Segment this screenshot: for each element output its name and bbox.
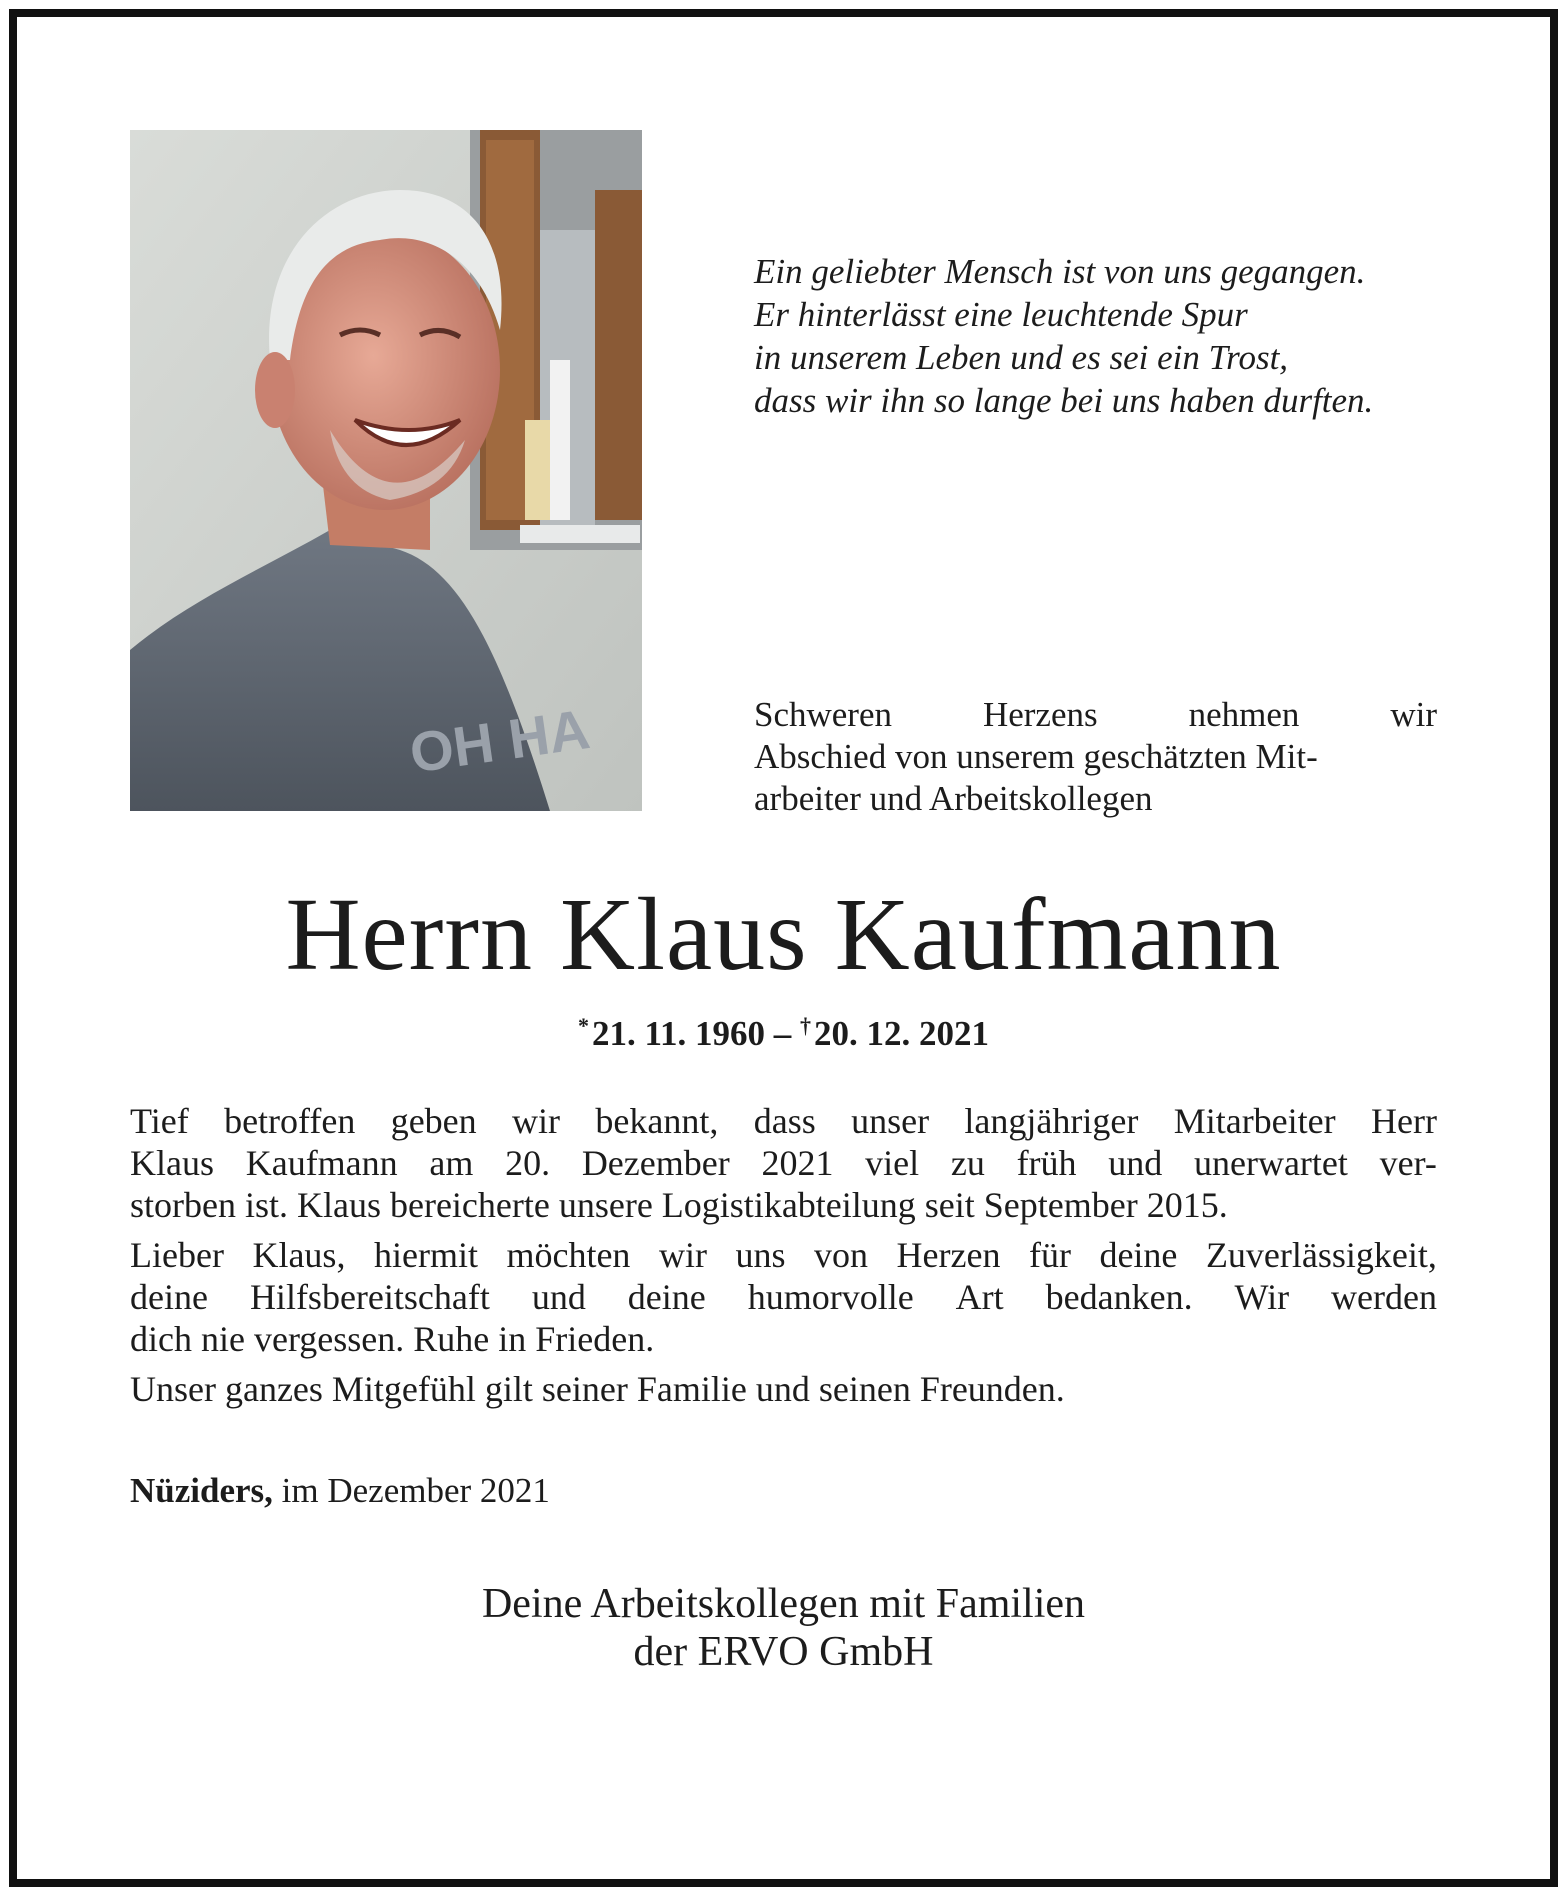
body-word: Klaus, [252,1235,346,1275]
quote-line: dass wir ihn so lange bei uns haben durften. [754,381,1374,420]
body-word: 20. [505,1143,551,1183]
body-word: Mitarbeiter [1173,1101,1336,1141]
intro-line: arbeiter und Arbeitskollegen [754,779,1153,818]
body-word: Klaus [130,1143,214,1183]
obituary-body [130,1100,1437,1418]
body-word: Dezember [581,1143,730,1183]
body-paragraph [130,1368,1437,1410]
body-word: wir [512,1101,561,1141]
death-symbol: † [800,1013,812,1038]
body-word: Herzen [896,1235,1001,1275]
place-city: Nüziders, [130,1471,273,1510]
body-word: Hilfsbereitschaft [249,1277,490,1317]
body-word: Art [955,1277,1004,1317]
body-line [130,1100,1437,1142]
body-word: Wir [1234,1277,1290,1317]
body-word: deine [130,1277,208,1317]
intro-word: Herzens [982,695,1098,734]
place-date [130,1470,550,1512]
body-word: am [429,1143,474,1183]
portrait-photo [130,130,642,811]
body-word: langjähriger [964,1101,1139,1141]
body-line [130,1142,1437,1184]
deceased-name: Herrn Klaus Kaufmann [285,877,1282,992]
body-word: deine [627,1277,706,1317]
body-word: Kaufmann [245,1143,398,1183]
intro-word: Schweren [754,695,893,734]
body-line [130,1234,1437,1276]
body-word: möchten [506,1235,631,1275]
body-word: für [1028,1235,1071,1275]
body-word: 2021 [761,1143,834,1183]
intro-word: nehmen [1188,695,1300,734]
life-dates [0,1006,1567,1054]
body-word: bedanken. [1045,1277,1193,1317]
signature [0,1580,1567,1676]
signature-line: der ERVO GmbH [633,1629,934,1675]
body-word: unerwartet [1193,1143,1348,1183]
body-word: und [1108,1143,1163,1183]
body-word: geben [390,1101,477,1141]
body-word: und [531,1277,586,1317]
body-word: humorvolle [747,1277,914,1317]
body-word: hiermit [373,1235,478,1275]
memorial-quote [754,250,1454,422]
body-word: von [814,1235,868,1275]
death-date: 20. 12. 2021 [814,1014,990,1053]
quote-line: Ein geliebter Mensch ist von uns gegangen. [754,252,1366,291]
body-word: uns [735,1235,786,1275]
quote-line: Er hinterlässt eine leuchtende Spur [754,295,1248,334]
farewell-intro [754,694,1437,820]
shirt-print: OH HA [405,696,594,785]
body-line: storben ist. Klaus bereicherte unsere Logistikabteilung seit September 2015. [130,1185,1228,1225]
body-word: unser [851,1101,930,1141]
body-word: werden [1331,1277,1437,1317]
intro-word: wir [1390,695,1437,734]
body-word: zu [950,1143,985,1183]
body-word: Herr [1371,1101,1437,1141]
body-word: Zuverlässigkeit, [1205,1235,1437,1275]
body-word: bekannt, [595,1101,719,1141]
birth-date: 21. 11. 1960 [591,1014,766,1053]
body-word: betroffen [224,1101,356,1141]
date-separator: – [773,1014,792,1053]
body-word: dass [753,1101,816,1141]
body-word: viel [865,1143,920,1183]
signature-line: Deine Arbeitskollegen mit Familien [481,1581,1086,1627]
body-line: Unser ganzes Mitgefühl gilt seiner Familie und seinen Freunden. [130,1369,1065,1409]
body-word: deine [1099,1235,1178,1275]
body-word: ver- [1379,1143,1437,1183]
body-word: wir [658,1235,707,1275]
body-line: dich nie vergessen. Ruhe in Frieden. [130,1319,655,1359]
birth-symbol: * [577,1013,589,1038]
body-paragraph [130,1234,1437,1360]
body-line [130,1276,1437,1318]
quote-line: in unserem Leben und es sei ein Trost, [754,338,1289,377]
intro-line: Abschied von unserem geschätzten Mit- [754,737,1318,776]
place-date-text: im Dezember 2021 [281,1471,550,1510]
body-paragraph [130,1100,1437,1226]
body-word: Tief [130,1101,189,1141]
body-word: früh [1016,1143,1077,1183]
body-word: Lieber [130,1235,224,1275]
intro-line [754,694,1437,736]
